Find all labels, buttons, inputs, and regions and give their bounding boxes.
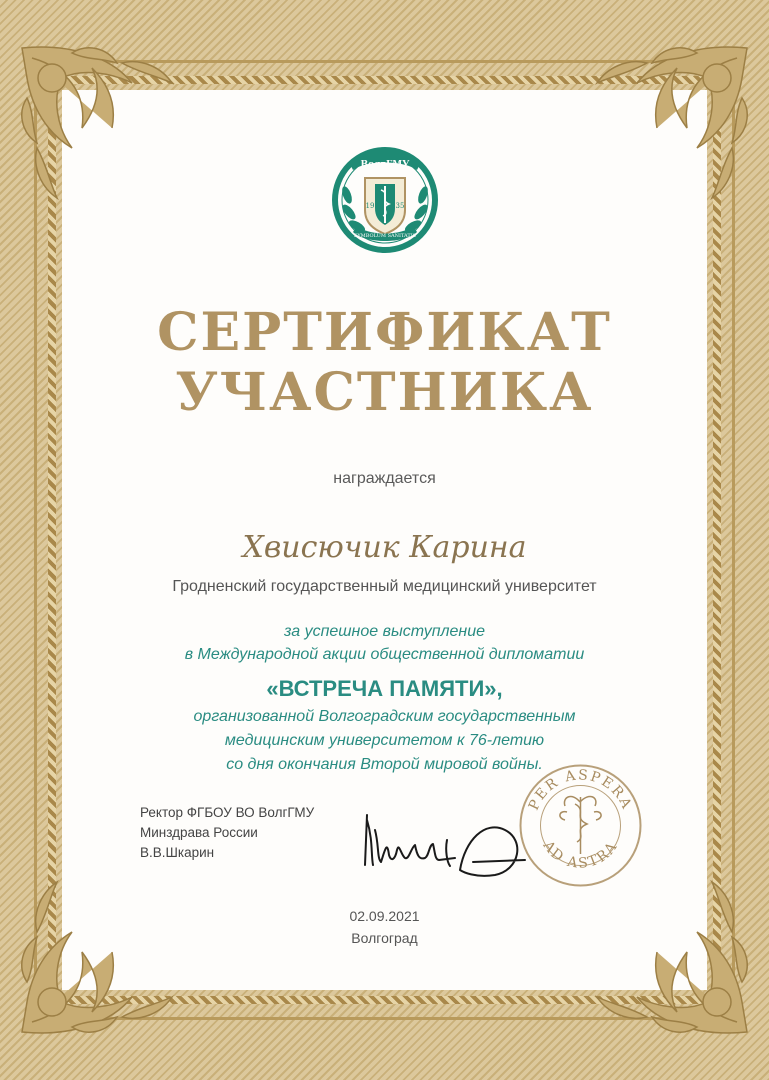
stamp-bottom-text: AD ASTRA: [539, 838, 622, 872]
corner-ornament-icon: [12, 872, 182, 1042]
recipient-university: Гродненский государственный медицинский университет: [172, 578, 597, 595]
emblem-motto-label: SYMBOLUM SANITATIS: [353, 233, 417, 239]
university-emblem: [325, 140, 445, 255]
issue-city: Волгоград: [351, 930, 418, 946]
signature-image: [355, 800, 530, 885]
signatory-name: В.В.Шкарин: [140, 845, 215, 860]
certificate-title-line1: СЕРТИФИКАТ: [157, 302, 612, 363]
corner-ornament-icon: [587, 872, 757, 1042]
event-title: «ВСТРЕЧА ПАМЯТИ»,: [266, 676, 503, 701]
emblem-year-left: 19: [365, 202, 375, 210]
seal-stamp: [517, 762, 644, 889]
reason-line4: медицинским университетом к 76-летию: [224, 732, 545, 749]
emblem-year-right: 35: [395, 202, 405, 210]
corner-ornament-icon: [12, 38, 182, 208]
awarded-label: награждается: [333, 470, 436, 487]
reason-line3: организованной Волгоградским государственным: [193, 708, 576, 725]
signatory-title: Ректор ФГБОУ ВО ВолгГМУ: [140, 805, 315, 820]
stamp-top-text: PER ASPERA: [525, 767, 636, 813]
corner-ornament-icon: [587, 38, 757, 208]
reason-line1: за успешное выступление: [283, 623, 486, 640]
signatory-block: [140, 803, 314, 863]
signatory-ministry: Минздрава России: [140, 825, 258, 840]
reason-line5: со дня окончания Второй мировой войны.: [226, 756, 543, 773]
certificate-title-line2: УЧАСТНИКА: [175, 362, 594, 423]
issue-date: 02.09.2021: [349, 908, 420, 924]
emblem-name-label: ВолгГМУ: [360, 160, 410, 170]
reason-line2: в Международной акции общественной дипломатии: [184, 646, 585, 663]
recipient-name: Хвисючик Карина: [242, 530, 527, 565]
